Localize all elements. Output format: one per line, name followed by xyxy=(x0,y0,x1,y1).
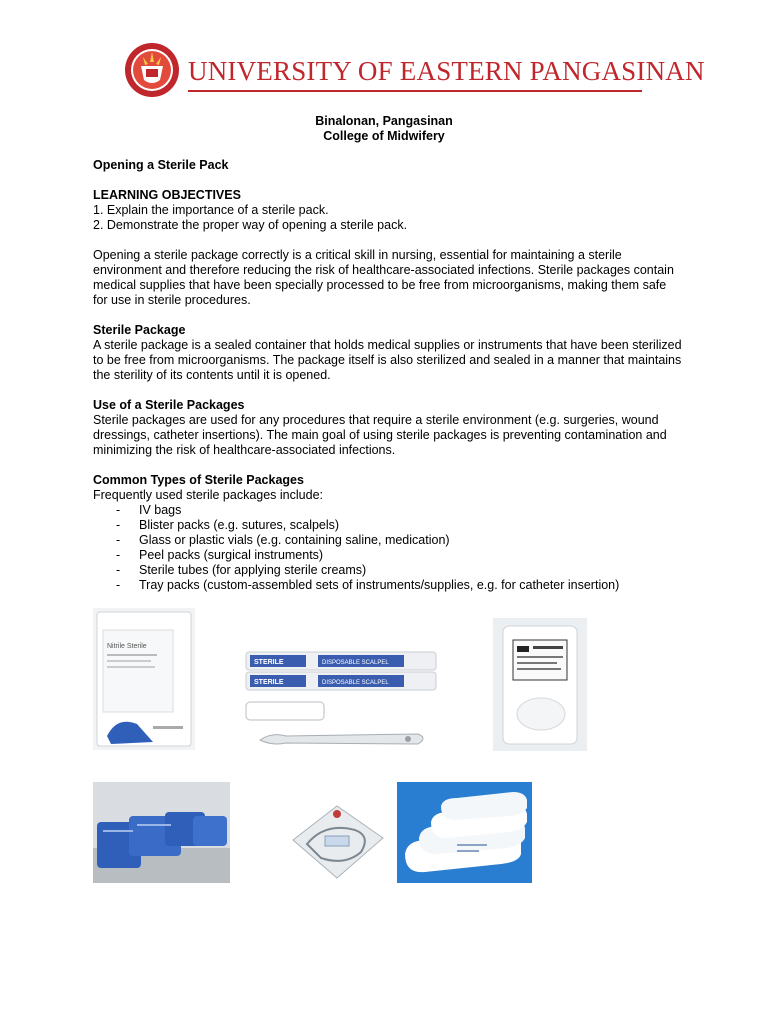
list-item xyxy=(93,503,683,518)
blue-tray-packs-photo xyxy=(93,782,230,883)
sterile-package-paragraph: A sterile package is a sealed container that holds medical supplies or instruments that have been sterilized to be free from microorganisms. The package itself is also sterilized and sealed in a manner that maintains the sterility of its contents until it is opened. xyxy=(93,338,682,382)
logo-divider xyxy=(188,90,642,92)
university-seal-icon xyxy=(124,42,180,98)
pack-label: DISPOSABLE SCALPEL xyxy=(322,660,389,666)
list-item-text: Glass or plastic vials (e.g. containing saline, medication) xyxy=(139,533,450,547)
bullet-dash: - xyxy=(116,533,121,547)
objective-item: 2. Demonstrate the proper way of opening a sterile pack. xyxy=(93,218,408,232)
college-line: College of Midwifery xyxy=(323,129,445,143)
bullet-dash: - xyxy=(116,518,121,532)
list-item-text: Sterile tubes (for applying sterile creams) xyxy=(139,563,367,577)
peel-packs-photo xyxy=(397,782,532,883)
bullet-dash: - xyxy=(116,578,121,592)
sterile-pouch-photo xyxy=(93,608,195,750)
pack-label: STERILE xyxy=(254,659,284,666)
document-header xyxy=(0,114,768,144)
university-logo xyxy=(124,42,705,98)
pouch-label: Nitrile Sterile xyxy=(107,643,147,650)
list-item xyxy=(93,578,683,593)
scalpel-pack-photo xyxy=(242,648,438,752)
bullet-dash: - xyxy=(116,563,121,577)
types-intro: Frequently used sterile packages include: xyxy=(93,488,323,502)
list-item xyxy=(93,548,683,563)
list-item-text: Peel packs (surgical instruments) xyxy=(139,548,324,562)
sterile-package-heading: Sterile Package xyxy=(93,323,186,337)
objectives-heading: LEARNING OBJECTIVES xyxy=(93,188,241,202)
intro-paragraph: Opening a sterile package correctly is a critical skill in nursing, essential for maintaining a sterile environment and therefore reducing the risk of healthcare-associated infections. Sterile packages contain medical supplies that have been specially processed to be free from microorganisms, making them safe for use in sterile procedures. xyxy=(93,248,674,307)
list-item xyxy=(93,518,683,533)
types-heading: Common Types of Sterile Packages xyxy=(93,473,304,487)
list-item-text: Blister packs (e.g. sutures, scalpels) xyxy=(139,518,340,532)
document-body xyxy=(93,158,683,593)
catheter-tray-photo xyxy=(285,800,389,882)
university-name: UNIVERSITY OF EASTERN PANGASINAN xyxy=(188,56,705,86)
pack-label: STERILE xyxy=(254,679,284,686)
vial-pack-photo xyxy=(493,618,587,751)
topic-title: Opening a Sterile Pack xyxy=(93,158,229,172)
list-item xyxy=(93,533,683,548)
list-item-text: Tray packs (custom-assembled sets of instruments/supplies, e.g. for catheter insertion) xyxy=(139,578,620,592)
bullet-dash: - xyxy=(116,503,121,517)
use-heading: Use of a Sterile Packages xyxy=(93,398,245,412)
objective-item: 1. Explain the importance of a sterile pack. xyxy=(93,203,329,217)
location-line: Binalonan, Pangasinan xyxy=(315,114,453,128)
pack-label: DISPOSABLE SCALPEL xyxy=(322,680,389,686)
list-item xyxy=(93,563,683,578)
bullet-dash: - xyxy=(116,548,121,562)
list-item-text: IV bags xyxy=(139,503,182,517)
use-paragraph: Sterile packages are used for any procedures that require a sterile environment (e.g. surgeries, wound dressings, catheter insertions). The main goal of using sterile packages is preventing contamination and minimizing the risk of healthcare-associated infections. xyxy=(93,413,667,457)
